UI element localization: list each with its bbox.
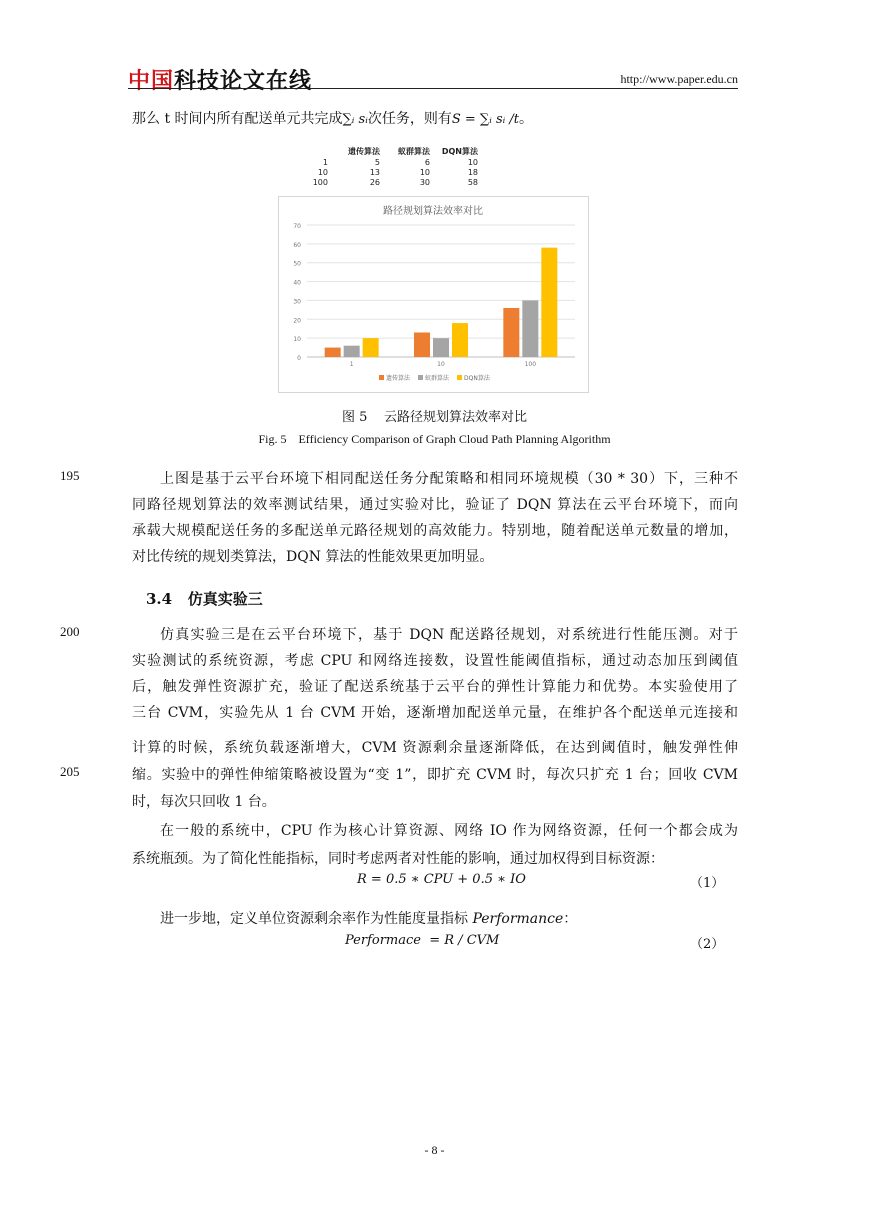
equation-1: R = 0.5 ∗ CPU + 0.5 ∗ IO	[357, 872, 526, 887]
paragraph-line: 后，触发弹性资源扩充，验证了配送系统基于云平台的弹性计算能力和优势。本实验使用了	[132, 679, 738, 695]
table-cell: 58	[467, 177, 478, 187]
y-tick-label: 10	[293, 336, 301, 344]
table-header-cell: 遗传算法	[348, 147, 380, 156]
table-row	[306, 167, 478, 177]
chart-bar	[452, 323, 468, 357]
legend-label: 遗传算法	[386, 375, 411, 382]
legend-swatch	[418, 375, 423, 380]
chart-bar	[433, 338, 449, 357]
equation-2: Performace = R / CVM	[345, 933, 500, 948]
table-cell: 1	[322, 157, 328, 167]
legend-label: DQN算法	[464, 375, 490, 382]
chart-bar	[325, 348, 341, 357]
paragraph-line: 对比传统的规划类算法，DQN 算法的性能效果更加明显。	[132, 549, 494, 565]
y-tick-label: 40	[293, 279, 301, 287]
paragraph-line: 上图是基于云平台环境下相同配送任务分配策略和相同环境规模（30 * 30）下，三种不	[160, 471, 738, 487]
paragraph-line: 承载大规模配送任务的多配送单元路径规划的高效能力。特别地，随着配送单元数量的增加，	[132, 523, 738, 539]
table-cell: 10	[317, 167, 328, 177]
para4-text-b: ：	[563, 911, 578, 927]
table-cell: 100	[312, 177, 328, 187]
legend-label: 蚁群算法	[425, 375, 450, 382]
section-title: 仿真实验三	[187, 590, 263, 608]
equation-2-number: （2）	[690, 937, 725, 952]
chart-data-table	[306, 146, 478, 187]
table-cell: 13	[369, 167, 380, 177]
chart-bar	[541, 248, 557, 357]
intro-text-a: 那么 t 时间内所有配送单元共完成	[132, 111, 343, 127]
table-cell: 10	[419, 167, 430, 177]
para4-term: Performance	[472, 911, 564, 927]
table-header-cell: DQN算法	[441, 147, 478, 156]
paragraph-line: 实验测试的系统资源，考虑 CPU 和网络连接数，设置性能阈值指标，通过动态加压到阈值	[132, 653, 738, 669]
table-cell: 5	[374, 157, 380, 167]
line-number: 195	[60, 468, 80, 483]
intro-line	[132, 108, 738, 128]
legend-swatch	[457, 375, 462, 380]
header-rule	[128, 88, 738, 89]
line-number: 205	[60, 764, 80, 779]
chart-bar	[522, 300, 538, 357]
paragraph-line: 计算的时候，系统负载逐渐增大，CVM 资源剩余量逐渐降低，在达到阈值时，触发弹性伸	[132, 740, 738, 756]
y-tick-label: 60	[293, 241, 301, 249]
equation-1-number: （1）	[690, 876, 725, 891]
y-tick-label: 20	[293, 317, 301, 325]
paragraph-line: 在一般的系统中，CPU 作为核心计算资源、网络 IO 作为网络资源，任何一个都会成为	[160, 823, 738, 839]
chart-title: 路径规划算法效率对比	[383, 206, 483, 217]
chart-bar	[344, 346, 360, 357]
x-tick-label: 10	[437, 361, 445, 368]
figure-caption-en: Fig. 5 Efficiency Comparison of Graph Cloud Path Planning Algorithm	[258, 432, 611, 446]
table-cell: 18	[467, 167, 478, 177]
chart-bar	[414, 332, 430, 357]
logo-black-text: 科技论文在线	[174, 69, 313, 94]
table-cell: 26	[369, 177, 380, 187]
header-url[interactable]: http://www.paper.edu.cn	[620, 72, 738, 86]
y-tick-label: 50	[293, 260, 301, 268]
paragraph-line	[160, 908, 738, 928]
x-tick-label: 100	[524, 361, 537, 368]
y-tick-label: 0	[297, 355, 301, 362]
line-number: 200	[60, 624, 80, 639]
table-cell: 10	[467, 157, 478, 167]
logo-red-text: 中国	[128, 69, 175, 94]
section-heading	[146, 588, 263, 609]
para4-text-a: 进一步地，定义单位资源剩余率作为性能度量指标	[160, 911, 473, 927]
bar-chart	[278, 196, 589, 393]
intro-text-b: 次任务，则有	[367, 111, 452, 127]
chart-legend	[379, 374, 491, 382]
figure-caption-cn: 图 5 云路径规划算法效率对比	[342, 410, 527, 425]
paragraph-line: 三台 CVM，实验先从 1 台 CVM 开始，逐渐增加配送单元量，在维护各个配送单元连接和	[132, 705, 738, 721]
paragraph-line: 缩。实验中的弹性伸缩策略被设置为“变 1”，即扩充 CVM 时，每次只扩充 1 台；回收 CVM	[132, 767, 738, 783]
intro-formula-a: ∑ᵢ sᵢ	[342, 112, 368, 127]
paragraph-line: 系统瓶颈。为了简化性能指标，同时考虑两者对性能的影响，通过加权得到目标资源：	[132, 851, 664, 867]
paragraph-line: 仿真实验三是在云平台环境下，基于 DQN 配送路径规划，对系统进行性能压测。对于	[160, 627, 738, 643]
table-row	[306, 177, 478, 187]
intro-text-c: 。	[518, 111, 533, 127]
table-header-cell	[306, 146, 328, 157]
chart-bars	[325, 248, 558, 357]
journal-logo	[128, 64, 312, 95]
y-tick-label: 30	[293, 298, 301, 306]
bar-chart-svg	[279, 197, 588, 392]
table-cell: 6	[424, 157, 430, 167]
intro-formula-b: S = ∑ᵢ sᵢ /t	[451, 112, 519, 127]
table-cell: 30	[419, 177, 430, 187]
table-row	[306, 157, 478, 167]
chart-bar	[363, 338, 379, 357]
legend-swatch	[379, 375, 384, 380]
table-header-row	[306, 146, 478, 157]
x-tick-label: 1	[349, 361, 354, 368]
page-number: - 8 -	[424, 1143, 445, 1157]
paragraph-line: 时，每次只回收 1 台。	[132, 794, 276, 810]
section-number: 3.4	[146, 590, 173, 608]
table-header-cell: 蚁群算法	[398, 147, 430, 156]
y-tick-label: 70	[293, 223, 301, 230]
paragraph-line: 同路径规划算法的效率测试结果，通过实验对比，验证了 DQN 算法在云平台环境下，而向	[132, 497, 738, 513]
chart-bar	[503, 308, 519, 357]
